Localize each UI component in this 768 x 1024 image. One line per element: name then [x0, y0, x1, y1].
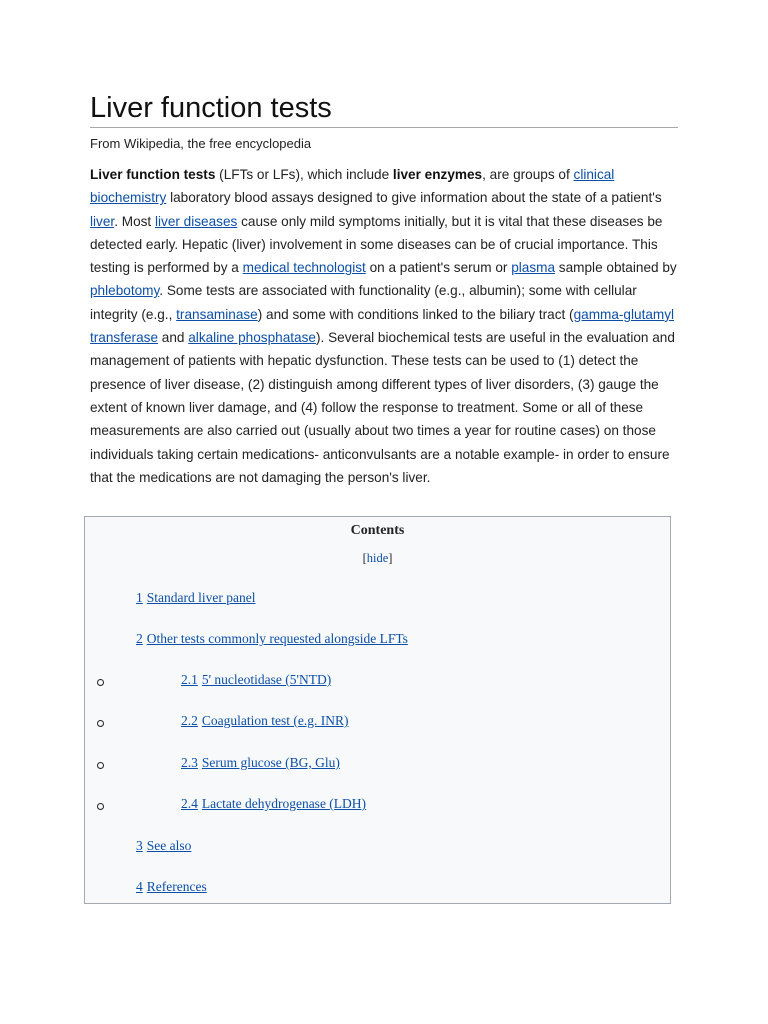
lead-text: on a patient's serum or — [365, 260, 512, 276]
lead-text: sample obtained by — [555, 260, 677, 276]
toc-number: 2 — [136, 631, 143, 646]
lead-text: ). Several biochemical tests are useful in the evaluation and management of patients with hepatic dysfunction. These tests can be used to (1) detect the presence of liver disease, (2) distinguish among different types of liver disorders, (3) gauge the extent of known liver damage, and (4) follow the response to treatment. Some or all of these measurements are also carried out (usually about two times a year for routine cases) on those individuals taking certain medications- anticonvulsants are a notable example- in order to ensure that the medications are not damaging the person's liver. — [90, 330, 675, 485]
bold-term-liver-enzymes: liver enzymes — [392, 167, 483, 182]
toc-toggle-bracket-open: [ — [362, 551, 367, 565]
toc-item-references[interactable] — [136, 879, 207, 895]
toc-label: Other tests commonly requested alongside LFTs — [146, 631, 408, 646]
toc-label: 5' nucleotidase (5'NTD) — [201, 672, 332, 687]
page-title: Liver function tests — [90, 92, 332, 124]
link-liver[interactable]: liver — [90, 213, 115, 229]
title-divider — [90, 127, 678, 128]
bullet-icon — [97, 720, 104, 727]
link-liver-diseases[interactable]: liver diseases — [154, 213, 238, 229]
lead-text: . Most — [114, 213, 155, 229]
toc-item-standard-liver-panel[interactable] — [136, 590, 255, 606]
link-transaminase[interactable]: transaminase — [176, 306, 258, 322]
toc-number: 2.4 — [181, 796, 198, 811]
lead-paragraph — [90, 163, 686, 489]
bullet-icon — [97, 762, 104, 769]
toc-item-other-tests[interactable] — [136, 631, 408, 647]
link-plasma[interactable]: plasma — [511, 260, 556, 276]
lead-text: ) and some with conditions linked to the biliary tract ( — [257, 306, 574, 322]
toc-toggle-bracket-close: ] — [388, 551, 393, 565]
toc-item-coagulation-test[interactable] — [181, 713, 348, 729]
link-medical-technologist[interactable]: medical technologist — [242, 260, 366, 276]
link-phlebotomy[interactable]: phlebotomy — [90, 283, 160, 299]
toc-label: See also — [146, 838, 192, 853]
toc-item-lactate-dehydrogenase[interactable] — [181, 796, 366, 812]
toc-number: 2.2 — [181, 713, 198, 728]
toc-title: Contents — [350, 523, 405, 538]
lead-text: . Some tests are associated with functionality (e.g., albumin); some with cellular integrity (e.g., — [90, 283, 637, 322]
toc-number: 2.3 — [181, 755, 198, 770]
toc-hide-link[interactable]: hide — [366, 551, 389, 565]
toc-number: 2.1 — [181, 672, 198, 687]
lead-text: laboratory blood assays designed to give information about the state of a patient's — [166, 190, 662, 206]
lead-text: cause only mild symptoms initially, but it is vital that these diseases be detected early. Hepatic (liver) involvement in some diseases can be of crucial importance. This testing is performed by a — [90, 213, 663, 276]
toc-item-5-nucleotidase[interactable] — [181, 672, 331, 688]
toc-toggle — [85, 551, 670, 566]
toc-item-serum-glucose[interactable] — [181, 755, 340, 771]
table-of-contents — [84, 516, 671, 904]
toc-label: Lactate dehydrogenase (LDH) — [201, 796, 367, 811]
lead-text: , are groups of — [482, 167, 574, 182]
page-subtitle: From Wikipedia, the free encyclopedia — [90, 136, 312, 151]
toc-label: Serum glucose (BG, Glu) — [201, 755, 340, 770]
link-clinical-biochemistry[interactable]: clinical biochemistry — [90, 167, 615, 206]
toc-number: 4 — [136, 879, 143, 894]
bullet-icon — [97, 803, 104, 810]
toc-item-see-also[interactable] — [136, 838, 191, 854]
toc-label: Coagulation test (e.g. INR) — [201, 713, 349, 728]
toc-label: Standard liver panel — [146, 590, 256, 605]
toc-number: 1 — [136, 590, 143, 605]
toc-number: 3 — [136, 838, 143, 853]
link-alkaline-phosphatase[interactable]: alkaline phosphatase — [188, 330, 316, 346]
bullet-icon — [97, 679, 104, 686]
bold-term-lfts: Liver function tests — [90, 167, 216, 182]
lead-text: (LFTs or LFs), which include — [215, 167, 393, 182]
toc-label: References — [146, 879, 207, 894]
lead-text: and — [158, 330, 189, 346]
link-gamma-glutamyl-transferase[interactable]: gamma-glutamyl transferase — [90, 306, 675, 346]
